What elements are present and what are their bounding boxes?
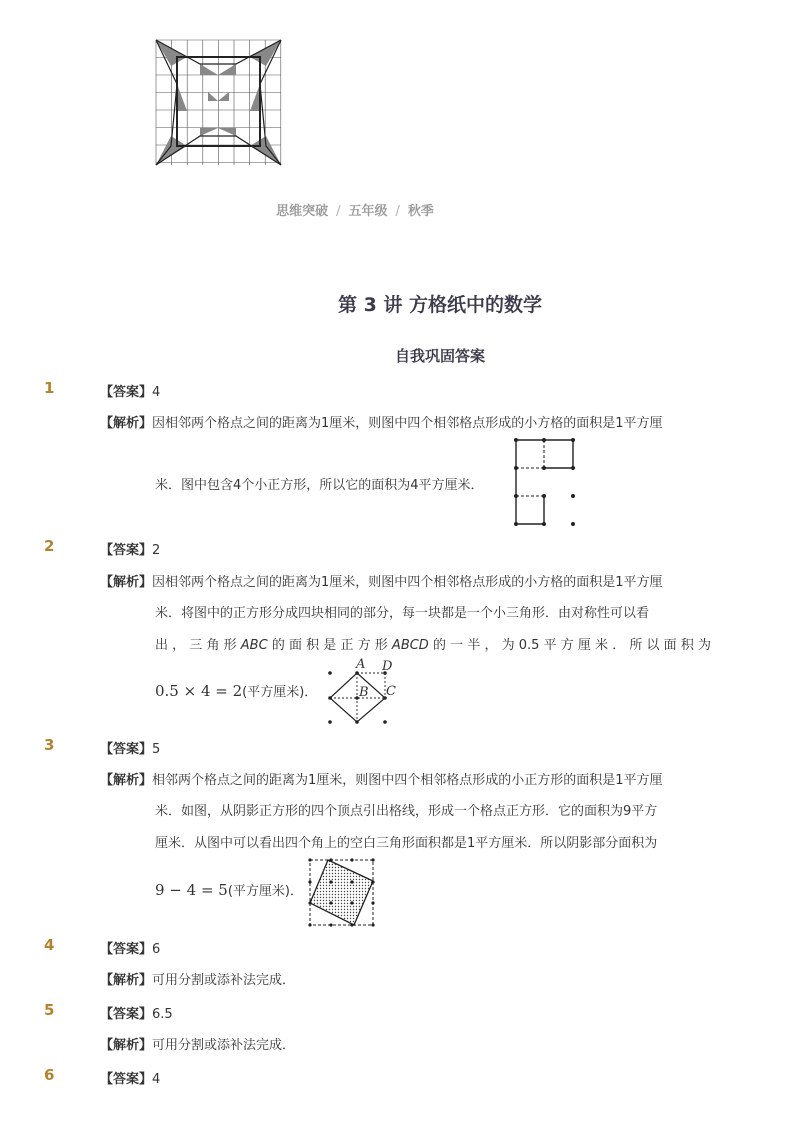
square-name: ABCD	[391, 638, 429, 653]
analysis-line: 因相邻两个格点之间的距离为1厘米，则图中四个相邻格点形成的小方格的面积是1平方厘	[152, 416, 663, 431]
analysis-label: 【解析】	[100, 773, 153, 788]
answer-value: 4	[152, 1072, 161, 1087]
point-label-c: C	[386, 684, 396, 699]
analysis-row	[100, 571, 663, 590]
answer-row	[100, 381, 160, 400]
section-title: 自我巩固答案	[394, 347, 485, 365]
analysis-line: 米．图中包含4个小正方形，所以它的面积为4平方厘米．	[155, 478, 484, 493]
problem-number: 6	[44, 1066, 55, 1084]
problem-number: 2	[44, 537, 55, 555]
analysis-line: 因相邻两个格点之间的距离为1厘米，则图中四个相邻格点形成的小方格的面积是1平方厘	[152, 575, 663, 590]
analysis-line: 可用分割或添补法完成．	[152, 973, 296, 988]
analysis-text: (平方厘米)．	[242, 685, 318, 700]
analysis-line: 米．将图中的正方形分成四块相同的部分，每一块都是一个小三角形．由对称性可以看	[155, 606, 650, 621]
answer-row	[100, 1068, 160, 1087]
analysis-line	[155, 634, 711, 653]
answer-label: 【答案】	[100, 942, 153, 957]
triangle-name: ABC	[240, 638, 268, 653]
breadcrumb	[0, 200, 710, 219]
analysis-row	[100, 769, 663, 788]
breadcrumb-separator: /	[395, 204, 400, 219]
answer-value: 6	[152, 942, 161, 957]
answer-value: 6.5	[152, 1007, 173, 1022]
analysis-label: 【解析】	[100, 973, 153, 988]
analysis-label: 【解析】	[100, 575, 153, 590]
answer-row	[100, 1003, 173, 1022]
analysis-line: 相邻两个格点之间的距离为1厘米，则图中四个相邻格点形成的小正方形的面积是1平方厘	[152, 773, 663, 788]
problem-number: 5	[44, 1001, 55, 1019]
point-label-d: D	[382, 659, 393, 674]
analysis-text: 的一半，为0.5平方厘米．所以面积为	[428, 638, 711, 653]
answer-label: 【答案】	[100, 543, 153, 558]
point-label-a: A	[356, 657, 366, 672]
answer-label: 【答案】	[100, 1072, 153, 1087]
analysis-text: 的面积是正方形	[267, 638, 392, 653]
shaded-square-diagram	[307, 857, 377, 933]
formula: 0.5 × 4 = 2	[155, 682, 243, 700]
analysis-label: 【解析】	[100, 416, 153, 431]
answer-value: 5	[152, 742, 161, 757]
analysis-label: 【解析】	[100, 1038, 153, 1053]
analysis-row	[100, 969, 295, 988]
answer-label: 【答案】	[100, 385, 153, 400]
problem-number: 1	[44, 379, 55, 397]
answer-value: 2	[152, 543, 161, 558]
analysis-text: (平方厘米)．	[227, 884, 303, 899]
answer-label: 【答案】	[100, 1007, 153, 1022]
dot-grid-figure	[510, 434, 580, 534]
answer-value: 4	[152, 385, 161, 400]
problem-number: 4	[44, 936, 55, 954]
breadcrumb-item: 秋季	[407, 204, 434, 219]
formula: 9 − 4 = 5	[155, 881, 228, 899]
problem-number: 3	[44, 736, 55, 754]
answer-row	[100, 738, 160, 757]
analysis-row	[100, 1034, 295, 1053]
analysis-row	[100, 412, 663, 431]
analysis-line	[155, 880, 303, 899]
breadcrumb-item: 思维突破	[276, 204, 329, 219]
analysis-text: 出，三角形	[155, 638, 241, 653]
lecture-title: 第 3 讲 方格纸中的数学	[337, 294, 543, 316]
point-label-b: B	[359, 685, 369, 700]
top-grid-figure	[150, 36, 290, 174]
answer-label: 【答案】	[100, 742, 153, 757]
breadcrumb-item: 五年级	[348, 204, 388, 219]
analysis-line: 可用分割或添补法完成．	[152, 1038, 296, 1053]
analysis-line	[155, 681, 317, 700]
answer-row	[100, 539, 160, 558]
breadcrumb-separator: /	[336, 204, 341, 219]
analysis-line: 米．如图，从阴影正方形的四个顶点引出格线，形成一个格点正方形．它的面积为9平方	[155, 804, 658, 819]
answer-row	[100, 938, 160, 957]
analysis-line: 厘米．从图中可以看出四个角上的空白三角形面积都是1平方厘米．所以阴影部分面积为	[155, 836, 658, 851]
